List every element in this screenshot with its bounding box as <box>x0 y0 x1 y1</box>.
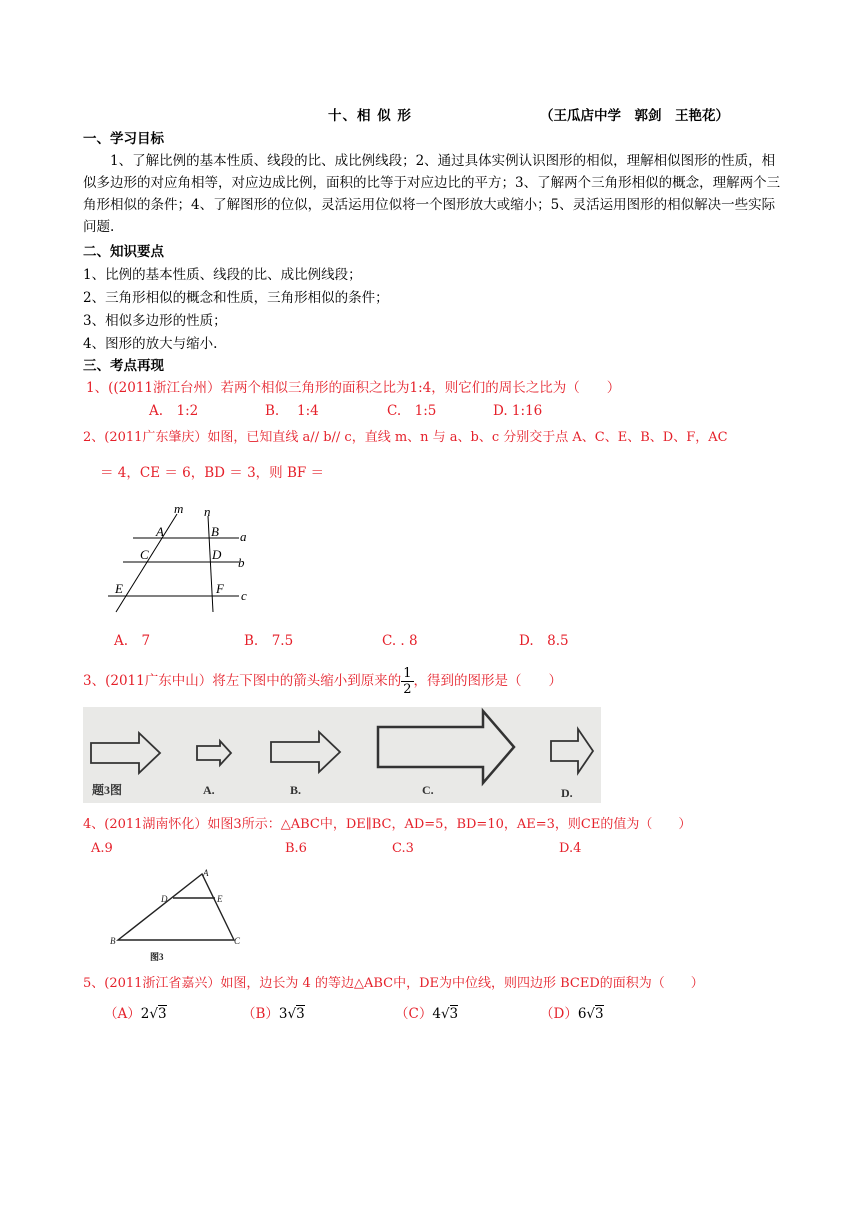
q5-option-c: （C）4√3 <box>395 1006 459 1022</box>
key-point-3: 3、相似多边形的性质； <box>83 313 227 329</box>
question-2-line-2: ＝ 4，CE ＝ 6，BD ＝ 3，则 BF ＝ <box>100 465 325 481</box>
arrow-label-c: C. <box>422 783 434 797</box>
question-5: 5、(2011浙江省嘉兴）如图，边长为 4 的等边△ABC中，DE为中位线，则四边形 BCED的面积为（ ） <box>83 976 704 991</box>
option-b-arrow-shape <box>271 732 340 772</box>
question-3 <box>83 664 562 698</box>
authors: （王瓜店中学 郭剑 王艳花） <box>540 108 729 124</box>
label-A: A <box>156 524 164 539</box>
arrow-label-a: A. <box>203 783 215 797</box>
q5-option-d: （D）6√3 <box>540 1006 604 1022</box>
key-point-4: 4、图形的放大与缩小. <box>83 336 218 352</box>
q5-option-a: （A）2√3 <box>104 1006 167 1022</box>
tri-label-D: D <box>161 894 168 904</box>
question-1: 1、((2011浙江台州）若两个相似三角形的面积之比为1:4，则它们的周长之比为（ ） <box>86 380 621 396</box>
q4-option-a: A.9 <box>91 841 113 856</box>
q4-option-c: C.3 <box>392 841 414 856</box>
label-C: C <box>140 547 149 562</box>
fraction-one-half: $\frac{1}{2}$ <box>403 666 412 697</box>
q1-option-b: B. 1:4 <box>265 403 319 419</box>
question-2-line-1: 2、(2011广东肇庆）如图，已知直线 a// b// c，直线 m、n 与 a、b、c 分别交于点 A、C、E、B、D、F，AC <box>83 430 728 445</box>
arrow-label-b: B. <box>290 783 302 797</box>
q2-option-d: D. 8.5 <box>519 633 569 649</box>
tri-label-A: A <box>203 868 209 878</box>
section-heading-goals: 一、学习目标 <box>83 131 164 147</box>
section-heading-exam-points: 三、考点再现 <box>83 358 164 374</box>
label-B: B <box>211 524 219 539</box>
key-point-1: 1、比例的基本性质、线段的比、成比例线段； <box>83 267 362 283</box>
parallel-lines-figure <box>100 500 260 618</box>
arrow-label-d: D. <box>561 786 573 800</box>
triangle-figure <box>106 868 248 968</box>
original-arrow-shape <box>91 733 160 773</box>
option-d-arrow-shape <box>551 729 593 773</box>
fig3-caption: 题3图 <box>92 783 123 797</box>
q3-text-before: 3、(2011广东中山）将左下图中的箭头缩小到原来的 <box>83 673 402 689</box>
q5-option-b: （B）3√3 <box>242 1006 305 1022</box>
label-n: n <box>204 504 211 519</box>
label-E: E <box>115 581 123 596</box>
tri-label-C: C <box>234 936 241 946</box>
goals-paragraph: 1、了解比例的基本性质、线段的比、成比例线段；2、通过具体实例认识图形的相似，理解相似图形的性质，相似多边形的对应角相等，对应边成比例，面积的比等于对应边比的平方；3、了解两个三角形相似的概念，理解两个三角形相似的条件；4、了解图形的位似，灵活运用位似将一个图形放大或缩小；5、灵活运用图形的相似解决一些实际问题. <box>83 153 781 235</box>
q1-option-a: A. 1:2 <box>149 403 199 419</box>
q3-text-after: ，得到的图形是（ ） <box>413 673 562 689</box>
label-a: a <box>240 529 247 544</box>
q2-option-c: C. . 8 <box>382 633 418 649</box>
label-c: c <box>241 588 247 603</box>
q2-option-a: A. 7 <box>114 633 151 649</box>
q2-option-b: B. 7.5 <box>244 633 294 649</box>
option-a-arrow-shape <box>197 741 231 765</box>
key-point-2: 2、三角形相似的概念和性质，三角形相似的条件； <box>83 290 389 306</box>
arrows-figure <box>83 707 601 803</box>
label-F: F <box>216 581 224 596</box>
option-c-arrow-shape <box>378 711 514 783</box>
question-4: 4、(2011湖南怀化）如图3所示：△ABC中，DE∥BC，AD=5，BD=10，AE=3，则CE的值为（ ） <box>83 817 692 832</box>
q4-option-b: B.6 <box>285 841 307 856</box>
tri-label-E: E <box>217 894 223 904</box>
q1-option-c: C. 1:5 <box>387 403 437 419</box>
page-title: 十、相 似 形 <box>328 108 412 124</box>
label-b: b <box>238 555 245 570</box>
tri-label-B: B <box>110 936 116 946</box>
label-D: D <box>212 547 222 562</box>
fig-3-caption: 图3 <box>150 952 164 962</box>
label-m: m <box>174 501 184 516</box>
q4-option-d: D.4 <box>559 841 582 856</box>
section-heading-key-points: 二、知识要点 <box>83 244 164 260</box>
q1-option-d: D. 1:16 <box>493 403 543 419</box>
